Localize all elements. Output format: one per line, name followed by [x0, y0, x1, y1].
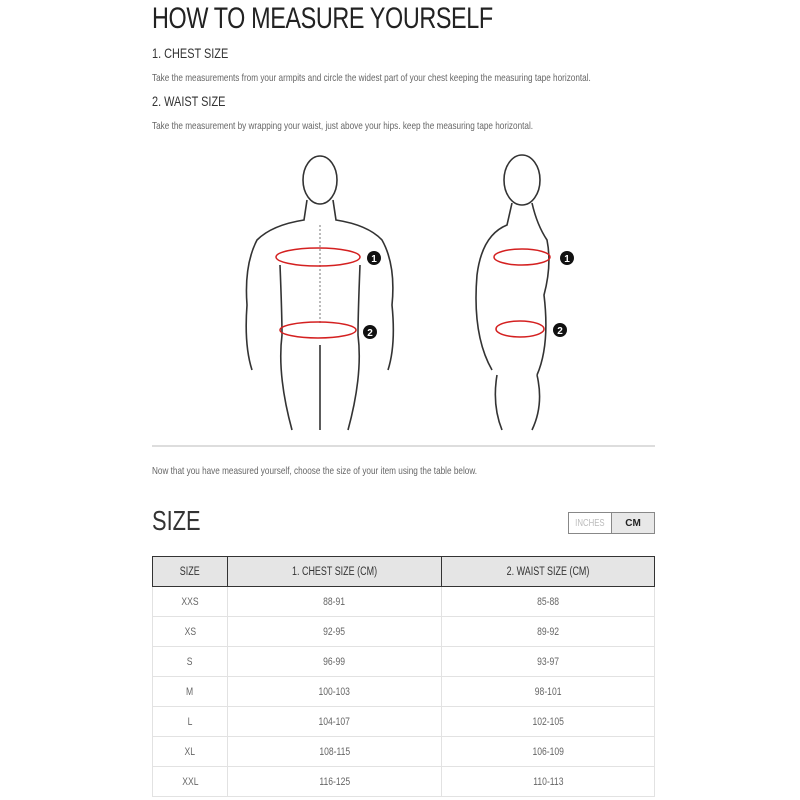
waist-cell: 98-101: [442, 677, 655, 707]
chest-cell: 108-115: [228, 737, 442, 767]
table-row: [153, 647, 655, 677]
chest-cell: 100-103: [228, 677, 442, 707]
size-cell: XS: [153, 617, 228, 647]
svg-text:1: 1: [371, 254, 377, 265]
side-figure: [476, 155, 549, 430]
instruction-text: Now that you have measured yourself, choose the size of your item using the table below.: [152, 465, 478, 477]
table-row: [153, 767, 655, 797]
chest-cell: 116-125: [228, 767, 442, 797]
waist-text: Take the measurement by wrapping your waist, just above your hips. keep the measuring tape horizontal.: [152, 120, 534, 132]
waist-cell: 110-113: [442, 767, 655, 797]
front-figure: [246, 156, 393, 430]
chest-cell: 104-107: [228, 707, 442, 737]
size-cell: XL: [153, 737, 228, 767]
table-header-row: [153, 557, 655, 587]
chest-text: Take the measurements from your armpits and circle the widest part of your chest keeping the measuring tape horizontal.: [152, 72, 591, 84]
waist-measure-lines: [280, 321, 544, 338]
chest-cell: 88-91: [228, 587, 442, 617]
unit-toggle[interactable]: [568, 512, 655, 534]
unit-inches-button[interactable]: INCHES: [569, 513, 612, 533]
size-cell: L: [153, 707, 228, 737]
table-row: [153, 707, 655, 737]
size-cell: S: [153, 647, 228, 677]
size-cell: XXS: [153, 587, 228, 617]
table-row: [153, 737, 655, 767]
chest-heading: 1. CHEST SIZE: [152, 45, 229, 61]
waist-heading: 2. WAIST SIZE: [152, 93, 226, 109]
size-cell: XXL: [153, 767, 228, 797]
table-row: [153, 677, 655, 707]
waist-cell: 102-105: [442, 707, 655, 737]
header-waist: 2. WAIST SIZE (CM): [442, 557, 655, 587]
measurement-illustration: [152, 145, 655, 435]
size-title: SIZE: [152, 505, 201, 536]
size-cell: M: [153, 677, 228, 707]
header-chest: 1. CHEST SIZE (CM): [228, 557, 442, 587]
chest-measure-lines: [276, 248, 550, 266]
waist-cell: 89-92: [442, 617, 655, 647]
unit-cm-button[interactable]: CM: [612, 513, 654, 533]
chest-cell: 96-99: [228, 647, 442, 677]
page-title: HOW TO MEASURE YOURSELF: [152, 2, 493, 35]
table-row: [153, 617, 655, 647]
svg-text:2: 2: [557, 326, 563, 337]
waist-cell: 93-97: [442, 647, 655, 677]
svg-text:2: 2: [367, 328, 373, 339]
size-table: [152, 556, 655, 797]
waist-cell: 106-109: [442, 737, 655, 767]
svg-text:1: 1: [564, 254, 570, 265]
header-size: SIZE: [153, 557, 228, 587]
chest-cell: 92-95: [228, 617, 442, 647]
divider: [152, 445, 655, 447]
waist-cell: 85-88: [442, 587, 655, 617]
table-row: [153, 587, 655, 617]
